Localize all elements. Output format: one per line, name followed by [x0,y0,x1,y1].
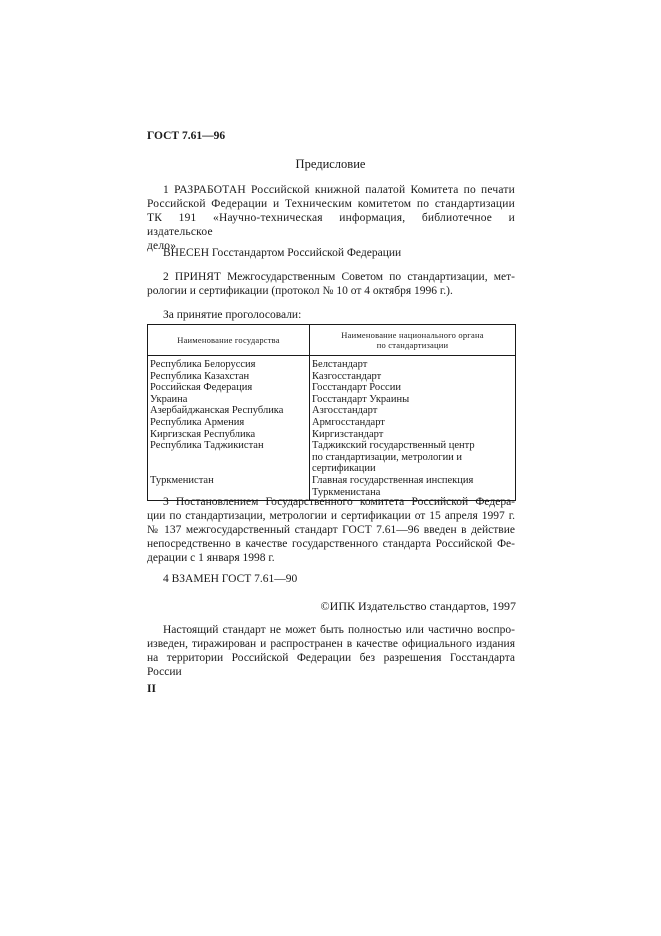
section-2-line: рологии и сертификации (протокол № 10 от 4 октября 1996 г.). [147,285,453,297]
column-header-national-body [310,325,516,356]
section-3-line: непосредственно в качестве государственного стандарта Российской Фе- [147,538,515,550]
state-cell: Республика Армения [148,417,310,429]
table-row [148,417,516,429]
national-body-cell: Госстандарт России [310,382,516,394]
table-row [148,440,516,475]
section-4-text: 4 ВЗАМЕН ГОСТ 7.61—90 [163,573,298,585]
column-header-line: Наименование национального органа [341,330,484,340]
notice-line: Настоящий стандарт не может быть полностью или частично воспро- [163,624,515,636]
national-body-line: по стандартизации, метрологии и [312,451,463,463]
page-number: II [147,683,156,695]
state-cell: Туркменистан [148,475,310,501]
national-body-cell: Армгосстандарт [310,417,516,429]
national-body-line: Главная государственная инспекция [312,474,474,486]
section-1-developed [147,183,515,253]
national-body-cell [310,440,516,475]
national-body-cell: Киргизстандарт [310,429,516,441]
national-body-cell: Белстандарт [310,356,516,371]
national-body-cell: Азгосстандарт [310,405,516,417]
section-3-line: ции по стандартизации, метрологии и сертификации от 15 апреля 1997 г. [147,510,515,522]
notice-line: изведен, тиражирован и распространен в качестве официального издания [147,638,515,650]
state-cell: Республика Казахстан [148,371,310,383]
notice-line: России [147,666,182,678]
table-row [148,394,516,406]
section-3-line: № 137 межгосударственный стандарт ГОСТ 7.61—96 введен в действие [147,524,515,536]
vote-caption [147,308,515,322]
table-row [148,371,516,383]
page-title: Предисловие [295,157,366,171]
copyright: ©ИПК Издательство стандартов, 1997 [320,599,516,613]
voting-states-table [147,324,516,501]
section-4-replaces [147,572,515,586]
national-body-cell: Казгосстандарт [310,371,516,383]
introduced-text: ВНЕСЕН Госстандартом Российской Федерации [163,247,402,259]
state-cell: Азербайджанская Республика [148,405,310,417]
reproduction-notice [147,623,515,679]
section-1-line: дело» [147,240,177,252]
national-body-line: Туркменистана [312,486,381,498]
section-3-line: 3 Постановлением Государственного комитета Российской Федера- [163,496,515,508]
state-cell: Российская Федерация [148,382,310,394]
section-3-line: дерации с 1 января 1998 г. [147,552,275,564]
introduced-by [147,246,515,260]
table-row [148,382,516,394]
section-3-decree [147,495,515,565]
column-header-state: Наименование государства [148,325,310,356]
national-body-cell: Госстандарт Украины [310,394,516,406]
section-1-line: Российской Федерации и Техническим комитетом по стандартизации [147,198,515,210]
section-2-line: 2 ПРИНЯТ Межгосударственным Советом по стандартизации, мет- [163,271,515,283]
table-header-row [148,325,516,356]
state-cell: Республика Таджикистан [148,440,310,475]
national-body-line: Таджикский государственный центр [312,440,475,452]
section-1-line: 1 РАЗРАБОТАН Российской книжной палатой Комитета по печати [163,184,515,196]
column-header-line: по стандартизации [376,340,449,350]
table-row [148,356,516,371]
table-row [148,429,516,441]
section-1-line: ТК 191 «Научно-техническая информация, библиотечное и издательское [147,212,515,238]
section-2-adopted [147,270,515,298]
document-code: ГОСТ 7.61—96 [147,130,226,142]
notice-line: на территории Российской Федерации без разрешения Госстандарта [147,652,515,664]
state-cell: Украина [148,394,310,406]
state-cell: Республика Белоруссия [148,356,310,371]
state-cell: Киргизская Республика [148,429,310,441]
table-row [148,405,516,417]
vote-caption-text: За принятие проголосовали: [163,309,302,321]
national-body-line: сертификации [312,463,376,475]
